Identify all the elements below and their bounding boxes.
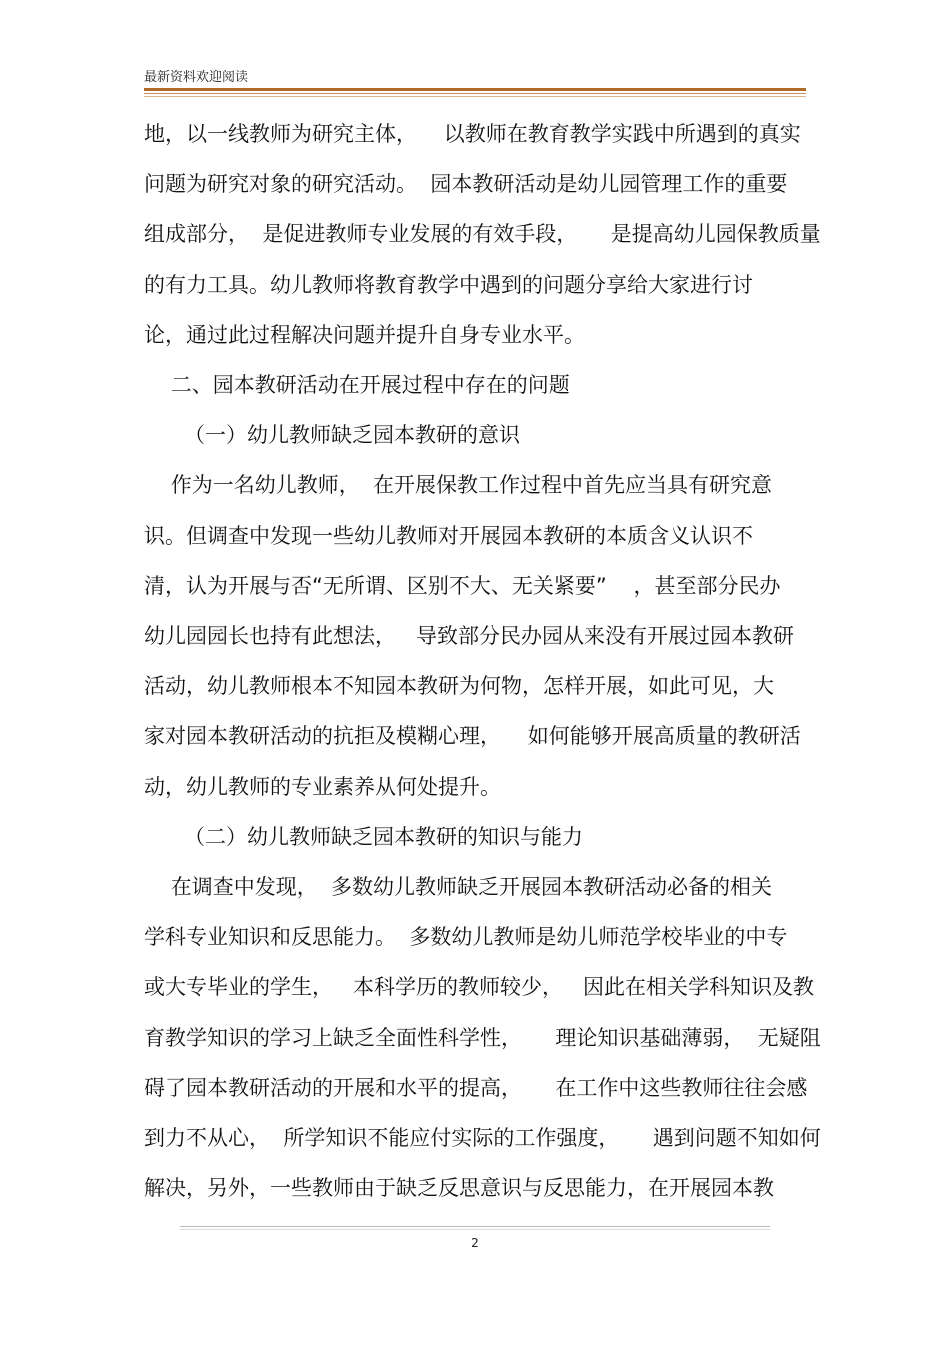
text-line: 学科专业知识和反思能力。 多数幼儿教师是幼儿师范学校毕业的中专 bbox=[144, 925, 788, 950]
text-line: （一）幼儿教师缺乏园本教研的意识 bbox=[144, 423, 521, 448]
page-header-text: 最新资料欢迎阅读 bbox=[144, 70, 249, 85]
text-line: 碍了园本教研活动的开展和水平的提高， 在工作中这些教师往往会感 bbox=[144, 1075, 808, 1100]
text-line: 地，以一线教师为研究主体， 以教师在教育教学实践中所遇到的真实 bbox=[144, 122, 801, 146]
header-rule-thick bbox=[144, 88, 806, 91]
text-line: 或大专毕业的学生， 本科学历的教师较少， 因此在相关学科知识及教 bbox=[144, 975, 815, 1000]
page-number: 2 bbox=[471, 1236, 479, 1250]
text-line: 二、园本教研活动在开展过程中存在的问题 bbox=[144, 373, 570, 397]
text-line: 问题为研究对象的研究活动。 园本教研活动是幼儿园管理工作的重要 bbox=[144, 172, 788, 197]
text-line: 动，幼儿教师的专业素养从何处提升。 bbox=[144, 774, 501, 799]
text-line: 到力不从心， 所学知识不能应付实际的工作强度， 遇到问题不知如何 bbox=[144, 1126, 821, 1150]
footer-rule-faint bbox=[180, 1229, 770, 1230]
text-line: （二）幼儿教师缺乏园本教研的知识与能力 bbox=[144, 824, 584, 849]
text-line: 论，通过此过程解决问题并提升自身专业水平。 bbox=[144, 322, 585, 347]
text-line: 组成部分， 是促进教师专业发展的有效手段， 是提高幼儿园保教质量 bbox=[144, 222, 821, 247]
header-rule-thin bbox=[144, 93, 806, 94]
text-line: 的有力工具。幼儿教师将教育教学中遇到的问题分享给大家进行讨 bbox=[144, 272, 753, 297]
text-line: 活动，幼儿教师根本不知园本教研为何物，怎样开展，如此可见，大 bbox=[144, 674, 774, 699]
header-rule-faint bbox=[144, 96, 806, 97]
text-line: 在调查中发现， 多数幼儿教师缺乏开展园本教研活动必备的相关 bbox=[144, 875, 773, 899]
text-line: 幼儿园园长也持有此想法， 导致部分民办园从来没有开展过园本教研 bbox=[144, 624, 795, 648]
text-line: 作为一名幼儿教师， 在开展保教工作过程中首先应当具有研究意 bbox=[144, 473, 773, 498]
footer-rule bbox=[180, 1226, 770, 1227]
text-line: 育教学知识的学习上缺乏全面性科学性， 理论知识基础薄弱， 无疑阻 bbox=[144, 1025, 821, 1050]
text-line: 家对园本教研活动的抗拒及模糊心理， 如何能够开展高质量的教研活 bbox=[144, 724, 801, 749]
text-line: 解决，另外，一些教师由于缺乏反思意识与反思能力，在开展园本教 bbox=[144, 1176, 774, 1201]
text-line: 识。但调查中发现一些幼儿教师对开展园本教研的本质含义认识不 bbox=[144, 523, 753, 548]
text-line: 清，认为开展与否“无所谓、区别不大、无关紧要” ，甚至部分民办 bbox=[144, 573, 781, 598]
